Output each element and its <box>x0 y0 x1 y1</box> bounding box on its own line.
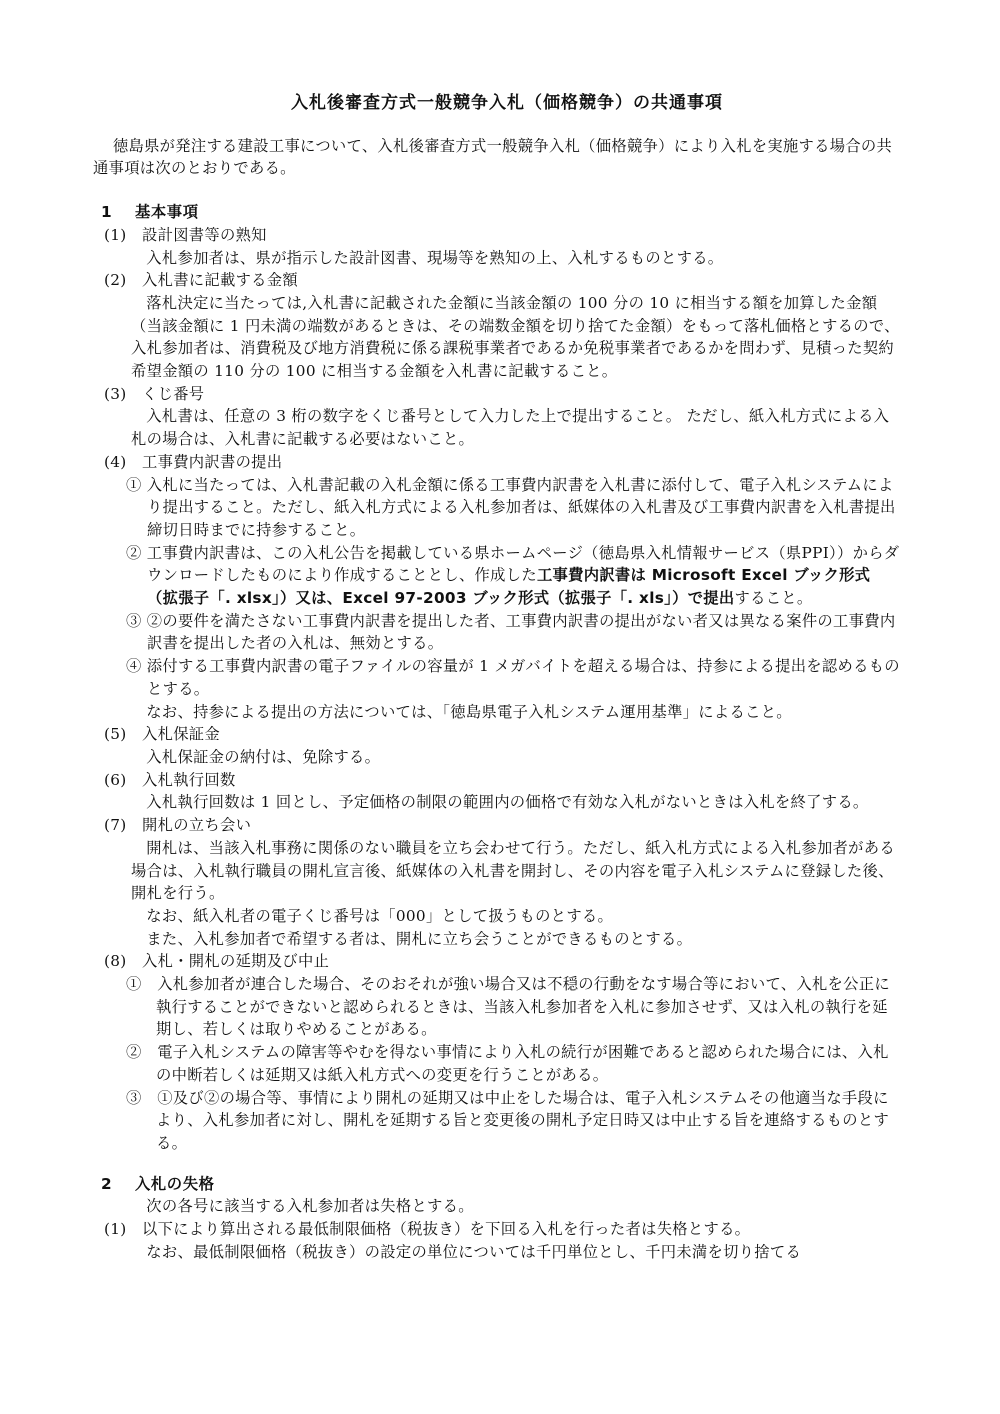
subsection-1-1-heading: (1) 設計図書等の熟知 <box>104 225 267 244</box>
section-2-heading: 2 入札の失格 <box>101 1174 215 1193</box>
list-item: ③ ②の要件を満たさない工事費内訳書を提出した者、工事費内訳書の提出がない者又は異なる案件の工事費内訳書を提出した者の入札は、無効とする。 <box>126 611 896 653</box>
list-item: ① 入札参加者が連合した場合、そのおそれが強い場合又は不穏の行動をなす場合等において、入札を公正に執行することができないと認められるときは、当該入札参加者を入札に参加させず、又は入札の執行を延期し、若しくは取りやめることがある。 <box>126 975 890 1039</box>
document-page <box>93 92 901 1263</box>
list-item: ④ 添付する工事費内訳書の電子ファイルの容量が 1 メガバイトを超える場合は、持参による提出を認めるものとする。 <box>126 657 900 698</box>
section-2-intro: 次の各号に該当する入札参加者は失格とする。 <box>146 1197 474 1216</box>
bold-requirement: 工事費内訳書は Microsoft Excel ブック形式（拡張子「. xlsx」）又は、Excel 97-2003 ブック形式（拡張子「. xls」）で提出 <box>147 566 871 608</box>
subsection-1-5-heading: (5) 入札保証金 <box>104 725 220 744</box>
subsection-1-3-heading: (3) くじ番号 <box>104 384 205 403</box>
list-item: ② 電子入札システムの障害等やむを得ない事情により入札の続行が困難であると認められた場合には、入札の中断若しくは延期又は紙入札方式への変更を行うことがある。 <box>126 1043 889 1084</box>
subsection-2-1-heading: (1) 以下により算出される最低制限価格（税抜き）を下回る入札を行った者は失格とする。 <box>104 1220 751 1239</box>
subsection-1-2-heading: (2) 入札書に記載する金額 <box>104 271 298 290</box>
subsection-1-3-body: 入札書は、任意の 3 桁の数字をくじ番号として入力した上で提出すること。 ただし、紙入札方式による入札の場合は、入札書に記載する必要はないこと。 <box>131 407 890 449</box>
subsection-1-2-body: 落札決定に当たっては,入札書に記載された金額に当該金額の 100 分の 10 に相当する額を加算した金額（当該金額に 1 円未満の端数があるときは、その端数金額を切り捨てた金額）をもって落札価格とするので、入札参加者は、消費税及び地方消費税に係る課税事業者であるか免税事業者であるかを問わず、見積った契約希望金額の 110 分の 100 に相当する金額を入札書に記載すること。 <box>131 293 900 381</box>
subsection-2-1-body: なお、最低制限価格（税抜き）の設定の単位については千円単位とし、千円未満を切り捨てる <box>146 1242 802 1261</box>
page-title: 入札後審査方式一般競争入札（価格競争）の共通事項 <box>291 93 723 113</box>
list-item: ③ ①及び②の場合等、事情により開札の延期又は中止をした場合は、電子入札システムその他適当な手段により、入札参加者に対し、開札を延期する旨と変更後の開札予定日時又は中止する旨を連絡するものとする。 <box>126 1088 890 1152</box>
subsection-1-6-heading: (6) 入札執行回数 <box>104 770 236 789</box>
subsection-1-5-body: 入札保証金の納付は、免除する。 <box>146 747 381 766</box>
list-item: ② 工事費内訳書は、この入札公告を掲載している県ホームページ（徳島県入札情報サービス（県PPI））からダウンロードしたものにより作成することとし、作成した工事費内訳書は Microsoft Excel ブック形式（拡張子「. xlsx」）又は、Excel 97-2003 ブック形式（拡張子「. xls」）で提出すること。 <box>126 543 900 608</box>
note-paragraph: なお、持参による提出の方法については、「徳島県電子入札システム運用基準」によること。 <box>146 702 792 721</box>
subsection-1-7-body: 開札は、当該入札事務に関係のない職員を立ち会わせて行う。ただし、紙入札方式による入札参加者がある場合は、入札執行職員の開札宣言後、紙媒体の入札書を開封し、その内容を電子入札システムに登録した後、開札を行う。 <box>131 838 895 903</box>
note-paragraph: また、入札参加者で希望する者は、開札に立ち会うことができるものとする。 <box>146 929 693 948</box>
subsection-1-8-heading: (8) 入札・開札の延期及び中止 <box>104 952 330 971</box>
subsection-1-1-body: 入札参加者は、県が指示した設計図書、現場等を熟知の上、入札するものとする。 <box>146 248 724 267</box>
section-1-heading: 1 基本事項 <box>101 203 199 222</box>
intro-paragraph: 徳島県が発注する建設工事について、入札後審査方式一般競争入札（価格競争）により入札を実施する場合の共通事項は次のとおりである。 <box>93 136 893 178</box>
subsection-1-4-heading: (4) 工事費内訳書の提出 <box>104 452 283 471</box>
subsection-1-6-body: 入札執行回数は 1 回とし、予定価格の制限の範囲内の価格で有効な入札がないときは入札を終了する。 <box>146 793 869 812</box>
list-item: ① 入札に当たっては、入札書記載の入札金額に係る工事費内訳書を入札書に添付して、電子入札システムにより提出すること。ただし、紙入札方式による入札参加者は、紙媒体の入札書及び工事費内訳書を入札書提出締切日時までに持参すること。 <box>126 475 896 539</box>
subsection-1-7-heading: (7) 開札の立ち会い <box>104 816 252 835</box>
note-paragraph: なお、紙入札者の電子くじ番号は「000」として扱うものとする。 <box>146 906 614 925</box>
